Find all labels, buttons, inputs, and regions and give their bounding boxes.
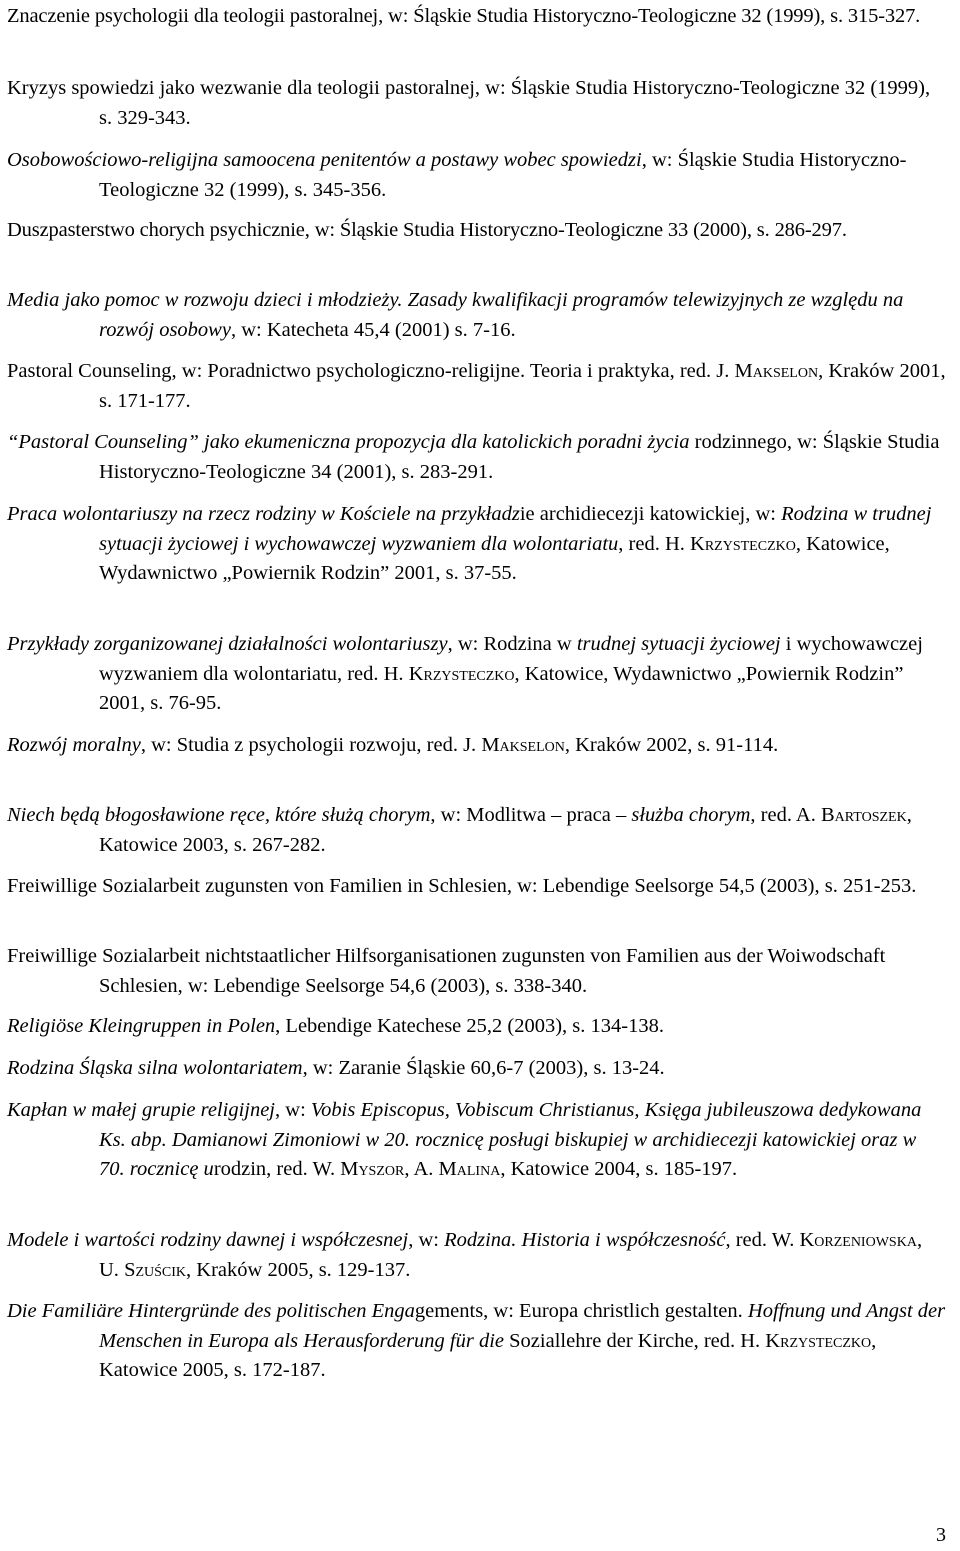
bibliography-entry	[7, 872, 946, 902]
bibliography-entry	[7, 801, 946, 860]
italic-title-text: Media jako pomoc w rozwoju dzieci i młodzieży. Zasady kwalifikacji programów telewizyjnych ze względu na rozwój osobowy	[7, 289, 904, 341]
italic-title-text: Vobis Episcopus, Vobiscum Christianus, Księga jubileuszowa dedykowana Ks. abp. Damianowi Zimoniowi w 20. rocznicę posługi biskupiej w archidiecezji katowickiej oraz w 70. rocznicę u	[99, 1099, 922, 1180]
citation-text: , w:	[275, 1099, 311, 1121]
author-name-text: Myszor	[340, 1158, 405, 1180]
citation-text: , Katowice 2004, s. 185-197.	[500, 1158, 738, 1180]
citation-text: Pastoral Counseling, w: Poradnictwo psychologiczno-religijne. Teoria i praktyka, red. J.	[7, 360, 735, 382]
citation-text: Kryzys spowiedzi jako wezwanie dla teologii pastoralnej, w: Śląskie Studia Historyczno-Teologiczne 32 (1999), s. 329-343.	[7, 77, 931, 129]
bibliography-entry	[7, 146, 946, 205]
citation-text: , w:	[408, 1229, 445, 1251]
bibliography-entry	[7, 74, 946, 133]
citation-text: i wychowawczej wyzwaniem dla wolontariatu, red. H.	[99, 633, 923, 685]
citation-text: Soziallehre der Kirche, red. H.	[504, 1329, 766, 1352]
author-name-text: Malina	[438, 1158, 501, 1180]
italic-title-text: Religiöse Kleingruppen in Polen	[7, 1015, 276, 1037]
citation-text: , red. H.	[618, 532, 691, 555]
italic-title-text: trudnej sytuacji życiowej	[576, 633, 781, 655]
citation-text: , w: Studia z psychologii rozwoju, red. J.	[140, 734, 482, 756]
citation-text: , Katowice, Wydawnictwo „Powiernik Rodzin” 2001, s. 76-95.	[99, 662, 904, 714]
citation-text: , Katowice 2003, s. 267-282.	[99, 804, 912, 856]
italic-title-text: Praca wolontariuszy na rzecz rodziny w Kościele na przykładz	[7, 503, 520, 525]
bibliography-entry	[7, 630, 946, 719]
citation-text: , w: Modlitwa – praca –	[430, 804, 632, 826]
author-name-text: Krzysteczko	[690, 532, 796, 555]
citation-text: , w: Śląskie Studia Historyczno-Teologiczne 32 (1999), s. 345-356.	[99, 149, 907, 201]
citation-text: Freiwillige Sozialarbeit zugunsten von Familien in Schlesien, w: Lebendige Seelsorge 54,5 (2003), s. 251-253.	[7, 875, 917, 897]
citation-text: , w: Katecheta 45,4 (2001) s. 7-16.	[230, 318, 516, 341]
italic-title-text: Rodzina. Historia i współczesność	[444, 1229, 726, 1251]
author-name-text: Makselon	[734, 360, 819, 382]
italic-title-text: Osobowościowo-religijna samoocena penitentów a postawy wobec spowiedzi	[7, 149, 642, 171]
citation-text: , A.	[404, 1158, 439, 1180]
italic-title-text: Die Familiäre Hintergründe des politischen Enga	[7, 1300, 415, 1322]
italic-title-text: Rozwój moralny	[7, 734, 141, 756]
bibliography-entry	[7, 1054, 946, 1084]
italic-title-text: Rodzina w trudnej sytuacji życiowej i wychowawczej wyzwaniem dla wolontariatu	[99, 503, 932, 555]
citation-text: , Lebendige Katechese 25,2 (2003), s. 134-138.	[275, 1015, 664, 1037]
italic-title-text: “Pastoral Counseling” jako ekumeniczna propozycja dla katolickich poradni życia	[7, 431, 690, 453]
bibliography-entry	[7, 1226, 946, 1285]
citation-text: , Katowice, Wydawnictwo „Powiernik Rodzin” 2001, s. 37-55.	[99, 532, 890, 584]
bibliography-entry	[7, 286, 946, 345]
author-name-text: Korzeniowska	[799, 1229, 917, 1251]
author-name-text: Krzysteczko	[765, 1329, 872, 1352]
italic-title-text: Hoffnung und Angst der Menschen in Europa als Herausforderung für die	[99, 1300, 946, 1352]
citation-text: Duszpasterstwo chorych psychicznie, w: Śląskie Studia Historyczno-Teologiczne 33 (2000), s. 286-297.	[7, 219, 847, 241]
bibliography-entry	[7, 500, 946, 589]
citation-text: Znaczenie psychologii dla teologii pastoralnej, w: Śląskie Studia Historyczno-Teologiczne 32 (1999), s. 315-327.	[7, 5, 921, 27]
citation-text: , Kraków 2005, s. 129-137.	[186, 1258, 411, 1281]
italic-title-text: Niech będą błogosławione ręce, które służą chorym	[7, 804, 431, 826]
citation-text: rodzinnego, w: Śląskie Studia Historyczno-Teologiczne 34 (2001), s. 283-291.	[99, 431, 940, 483]
citation-text: , Katowice 2005, s. 172-187.	[99, 1329, 877, 1381]
italic-title-text: Przykłady zorganizowanej działalności wolontariuszy	[7, 633, 448, 655]
bibliography-entry	[7, 942, 946, 1001]
author-name-text: Bartoszek	[821, 804, 907, 826]
citation-text: , U.	[99, 1229, 923, 1281]
author-name-text: Szuścik	[124, 1258, 187, 1281]
bibliography-entry	[7, 1297, 946, 1386]
bibliography-entry	[7, 216, 946, 246]
italic-title-text: Kapłan w małej grupie religijnej	[7, 1099, 276, 1121]
citation-text: , red. W.	[725, 1229, 800, 1251]
italic-title-text: Rodzina Śląska silna wolontariatem	[7, 1057, 303, 1079]
bibliography-entry	[7, 1096, 946, 1185]
author-name-text: Krzysteczko	[408, 662, 515, 685]
italic-title-text: Modele i wartości rodziny dawnej i współczesnej	[7, 1229, 409, 1251]
bibliography-entry	[7, 1012, 946, 1042]
citation-text: , red. A.	[750, 804, 821, 826]
citation-text: rodzin, red. W.	[213, 1158, 341, 1180]
bibliography-entry	[7, 2, 946, 32]
citation-text: , Kraków 2002, s. 91-114.	[564, 734, 779, 756]
bibliography-entry	[7, 357, 946, 416]
citation-text: , Kraków 2001, s. 171-177.	[99, 360, 946, 412]
citation-text: gements, w: Europa christlich gestalten.	[414, 1300, 748, 1322]
citation-text: Freiwillige Sozialarbeit nichtstaatlicher Hilfsorganisationen zugunsten von Familien aus der Woiwodschaft Schlesien, w: Lebendige Seelsorge 54,6 (2003), s. 338-340.	[7, 945, 886, 997]
author-name-text: Makselon	[481, 734, 565, 756]
citation-text: ie archidiecezji katowickiej, w:	[519, 503, 782, 525]
page-number: 3	[936, 1524, 946, 1546]
bibliography-entry	[7, 428, 946, 487]
citation-text: , w: Zaranie Śląskie 60,6-7 (2003), s. 13-24.	[302, 1057, 665, 1079]
italic-title-text: służba chorym	[631, 804, 751, 826]
citation-text: , w: Rodzina w	[447, 633, 577, 655]
bibliography-entry	[7, 731, 946, 761]
